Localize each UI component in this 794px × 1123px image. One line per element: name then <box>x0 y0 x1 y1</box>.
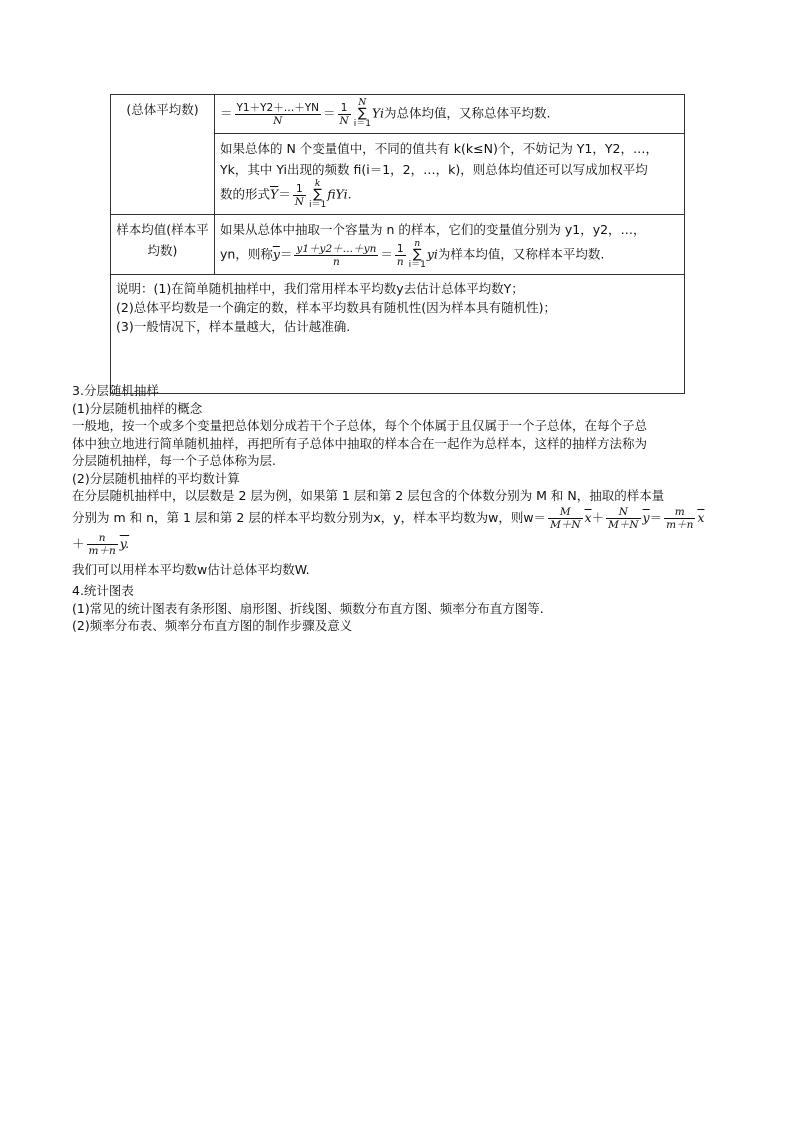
paragraph-line: (1)常见的统计图表有条形图、扇形图、折线图、频数分布直方图、频率分布直方图等. <box>72 600 544 616</box>
fraction: $\frac{M}{M+N}$ <box>550 505 581 531</box>
section-heading: 3.分层随机抽样 <box>72 383 159 398</box>
weighted-mean-coefficient: $\frac{1}{N}$ <box>294 182 304 208</box>
sample-mean-fraction: $\frac{y1+y2+\dots+yn}{n}$ <box>296 242 377 268</box>
stratified-sampling-section <box>72 382 722 635</box>
paragraph-line: ＋ $\frac{n}{m+n}$ y. <box>72 531 130 557</box>
mean-definition-table <box>110 94 685 394</box>
fraction: $\frac{n}{m+n}$ <box>88 531 116 557</box>
population-mean-coefficient: $\frac{1}{N}$ <box>339 101 349 127</box>
sigma-symbol: n ∑ i＝1 <box>408 239 426 270</box>
subheading: (2)分层随机抽样的平均数计算 <box>72 470 240 486</box>
paragraph-line: 分层随机抽样，每一个子总体称为层. <box>72 453 276 468</box>
paragraph-line: 分别为 m 和 n，第 1 层和第 2 层的样本平均数分别为x，y，样本平均数为w，则w＝ $\frac{M}{M+N}$ $\overline{x}+$ $\frac{N}{M+N}$ $\overline{y}=$ $\frac{m}{m+n}$ $\overline{x}$ <box>72 505 705 531</box>
paragraph-line: 体中独立地进行简单随机抽样，再把所有子总体中抽取的样本合在一起作为总样本，这样的抽样方法称为 <box>72 435 648 451</box>
fraction: $\frac{m}{m+n}$ <box>666 505 694 531</box>
table-row <box>111 275 685 394</box>
sigma-symbol: k ∑ i＝1 <box>308 179 327 210</box>
weighted-mean-text: 如果总体的 N 个变量值中，不同的值共有 k(k≤N)个，不妨记为 Y1，Y2，…， Yk，其中 Yi出现的频数 fi(i＝1，2，…，k)，则总体均值还可以写成加权平均 数的形式$\overline{Y}=$ $\frac{1}{N}$ k ∑ i＝1fiYi. <box>215 134 685 215</box>
sample-mean-text: 如果从总体中抽取一个容量为 n 的样本，它们的变量值分别为 y1，y2，…， yn，则称$\overline{y}=$ $\frac{y1+y2+\dots+yn}{n}$ ＝ $\frac{1}{n}$ n ∑ i＝1yi为样本均值，又称样本平均数. <box>215 215 685 275</box>
population-mean-fraction: $\frac{Y1+Y2+\dots+YN}{N}$ <box>236 101 319 127</box>
note-line: (3)一般情况下，样本量越大，估计越准确. <box>116 319 351 334</box>
fraction: $\frac{N}{M+N}$ <box>608 505 639 531</box>
paragraph-line: 我们可以用样本平均数w估计总体平均数W. <box>72 561 310 577</box>
section-heading: 4.统计图表 <box>72 583 134 598</box>
sample-mean-label: 样本均值(样本平均数) <box>111 215 215 275</box>
sigma-symbol: N ∑ i＝1 <box>353 98 371 129</box>
sample-mean-coefficient: $\frac{1}{n}$ <box>396 242 404 268</box>
paragraph-line: (2)频率分布表、频率分布直方图的制作步骤及意义 <box>72 618 353 633</box>
note-line: (2)总体平均数是一个确定的数，样本平均数具有随机性(因为样本具有随机性)； <box>116 300 556 315</box>
note-line: 说明：(1)在简单随机抽样中，我们常用样本平均数y去估计总体平均数Y； <box>116 281 524 296</box>
paragraph-line: 一般地，按一个或多个变量把总体划分成若干个子总体，每个个体属于且仅属于一个子总体，在每个子总 <box>72 418 648 433</box>
population-mean-formula: ＝ $\frac{Y1+Y2+\dots+YN}{N}$ ＝ $\frac{1}{N}$ N ∑ i＝1Yi为总体均值，又称总体平均数. <box>215 95 685 134</box>
subheading: (1)分层随机抽样的概念 <box>72 400 203 416</box>
paragraph-line: 在分层随机抽样中，以层数是 2 层为例，如果第 1 层和第 2 层包含的个体数分别为 M 和 N，抽取的样本量 <box>72 488 665 503</box>
note-cell <box>111 275 685 394</box>
population-mean-label: (总体平均数) <box>111 95 215 215</box>
table-row <box>111 95 685 134</box>
table-row <box>111 215 685 275</box>
